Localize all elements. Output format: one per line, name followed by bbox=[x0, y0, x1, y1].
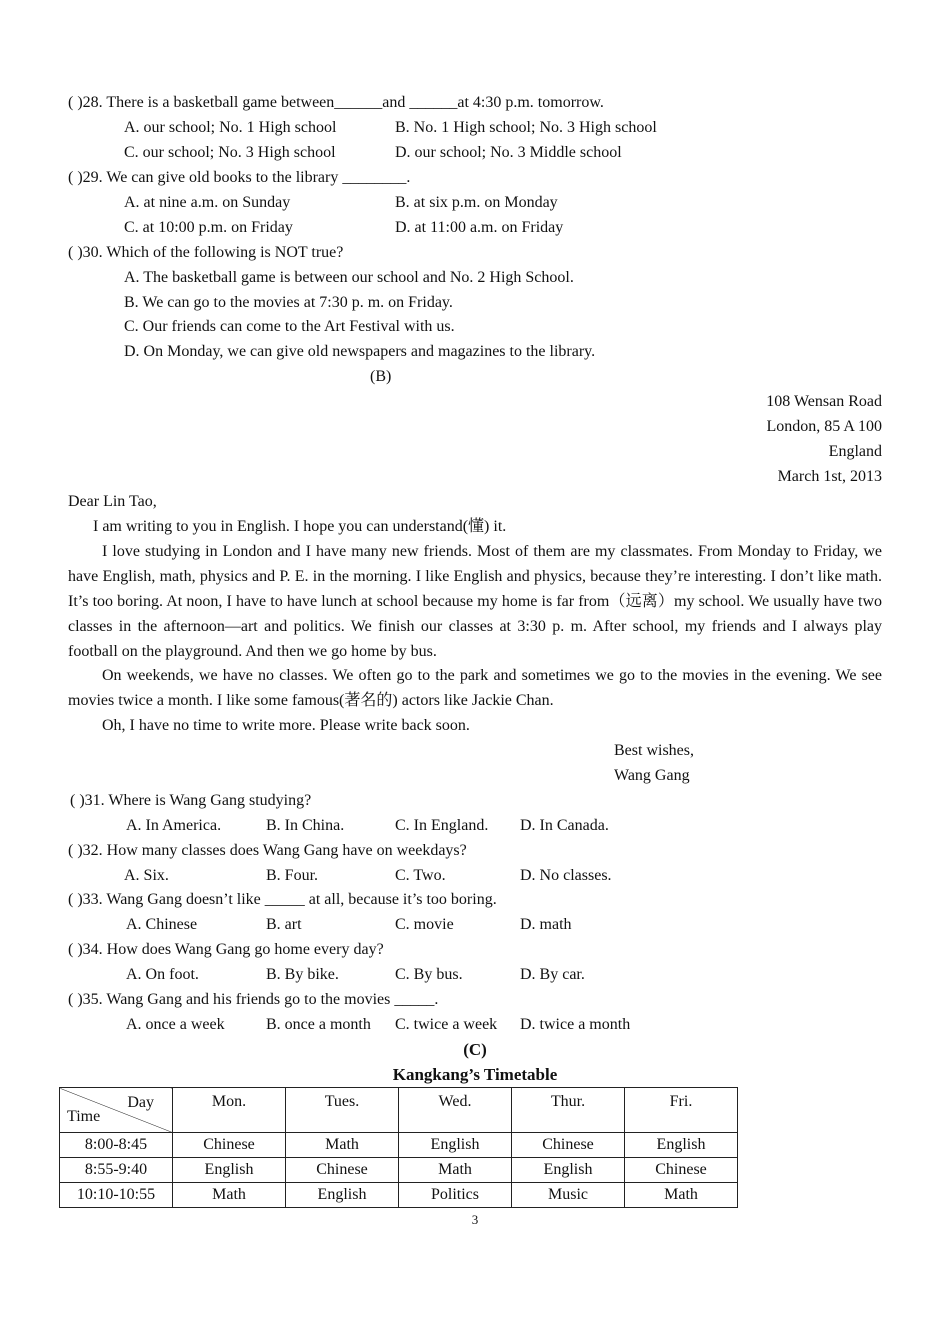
question-34-option-c: C. By bus. bbox=[395, 966, 463, 983]
question-32-option-c: C. Two. bbox=[395, 867, 446, 884]
question-33-option-a: A. Chinese bbox=[126, 916, 198, 933]
question-32-option-b: B. Four. bbox=[266, 867, 319, 884]
day-header-thur: Thur. bbox=[512, 1088, 625, 1133]
question-34-option-d: D. By car. bbox=[520, 966, 585, 983]
question-33-option-b: B. art bbox=[266, 916, 302, 933]
subject-cell: Math bbox=[625, 1183, 738, 1208]
question-28-option-d: D. our school; No. 3 Middle school bbox=[395, 144, 622, 161]
question-29-option-b: B. at six p.m. on Monday bbox=[395, 194, 558, 211]
day-header-tues: Tues. bbox=[286, 1088, 399, 1133]
time-cell: 8:55-9:40 bbox=[60, 1158, 173, 1183]
day-header-wed: Wed. bbox=[399, 1088, 512, 1133]
corner-day-label: Day bbox=[127, 1094, 154, 1111]
question-31-option-b: B. In China. bbox=[266, 817, 345, 834]
day-header-mon: Mon. bbox=[173, 1088, 286, 1133]
question-35-option-d: D. twice a month bbox=[520, 1016, 631, 1033]
question-34-option-b: B. By bike. bbox=[266, 966, 339, 983]
question-35-option-a: A. once a week bbox=[126, 1016, 225, 1033]
question-31-option-d: D. In Canada. bbox=[520, 817, 609, 834]
question-34-option-a: A. On foot. bbox=[126, 966, 199, 983]
subject-cell: English bbox=[399, 1133, 512, 1158]
question-35-option-c: C. twice a week bbox=[395, 1016, 498, 1033]
address-line-2: London, 85 A 100 bbox=[766, 418, 882, 435]
question-33-option-c: C. movie bbox=[395, 916, 454, 933]
letter-signature: Wang Gang bbox=[614, 767, 690, 784]
table-row bbox=[60, 1133, 738, 1158]
question-30-option-d: D. On Monday, we can give old newspapers and magazines to the library. bbox=[124, 343, 596, 360]
question-35-stem: ( )35. Wang Gang and his friends go to the movies _____. bbox=[68, 991, 439, 1008]
subject-cell: Chinese bbox=[625, 1158, 738, 1183]
question-29-option-c: C. at 10:00 p.m. on Friday bbox=[124, 219, 293, 236]
subject-cell: Chinese bbox=[173, 1133, 286, 1158]
subject-cell: Chinese bbox=[286, 1158, 399, 1183]
subject-cell: Math bbox=[173, 1183, 286, 1208]
timetable-header-row bbox=[60, 1088, 738, 1133]
page-number: 3 bbox=[471, 1212, 479, 1227]
question-29-option-d: D. at 11:00 a.m. on Friday bbox=[395, 219, 564, 236]
day-header-fri: Fri. bbox=[625, 1088, 738, 1133]
letter-paragraph-2: I love studying in London and I have many new friends. Most of them are my classmates. From Monday to Friday, we have English, math, physics and P. E. in the morning. I like English and physics, because they’re interesting. I don’t like math. It’s too boring. At noon, I have to have lunch at school because my home is far from（远离）my school. We usually have two classes in the afternoon—art and politics. We finish our classes at 3:30 p. m. After school, my friends and I always play football on the playground. And then we go home by bus. bbox=[68, 543, 882, 660]
address-line-1: 108 Wensan Road bbox=[766, 393, 882, 410]
question-32-option-a: A. Six. bbox=[124, 867, 169, 884]
subject-cell: Math bbox=[399, 1158, 512, 1183]
letter-salutation: Dear Lin Tao, bbox=[68, 493, 157, 510]
address-line-3: England bbox=[828, 443, 882, 460]
question-30-option-c: C. Our friends can come to the Art Festival with us. bbox=[124, 318, 455, 335]
subject-cell: Music bbox=[512, 1183, 625, 1208]
question-30-option-b: B. We can go to the movies at 7:30 p. m. on Friday. bbox=[124, 294, 453, 311]
letter-paragraph-3: On weekends, we have no classes. We often go to the park and sometimes we go to the movies in the evening. We see movies twice a month. I like some famous(著名的) actors like Jackie Chan. bbox=[68, 667, 882, 709]
question-28-option-b: B. No. 1 High school; No. 3 High school bbox=[395, 119, 657, 136]
letter-paragraph-1: I am writing to you in English. I hope you can understand(懂) it. bbox=[93, 518, 507, 535]
section-b-heading: (B) bbox=[370, 368, 392, 385]
letter-closing: Best wishes, bbox=[614, 742, 694, 759]
question-28-stem: ( )28. There is a basketball game between______and ______at 4:30 p.m. tomorrow. bbox=[68, 94, 604, 111]
time-cell: 10:10-10:55 bbox=[60, 1183, 173, 1208]
subject-cell: Math bbox=[286, 1133, 399, 1158]
subject-cell: Politics bbox=[399, 1183, 512, 1208]
letter-paragraph-4: Oh, I have no time to write more. Please write back soon. bbox=[102, 717, 470, 734]
subject-cell: English bbox=[173, 1158, 286, 1183]
subject-cell: English bbox=[625, 1133, 738, 1158]
section-c-heading: (C) bbox=[463, 1040, 487, 1059]
question-33-option-d: D. math bbox=[520, 916, 572, 933]
question-29-stem: ( )29. We can give old books to the library ________. bbox=[68, 169, 411, 186]
question-31-option-c: C. In England. bbox=[395, 817, 489, 834]
timetable-title: Kangkang’s Timetable bbox=[392, 1065, 558, 1084]
question-32-option-d: D. No classes. bbox=[520, 867, 612, 884]
question-33-stem: ( )33. Wang Gang doesn’t like _____ at all, because it’s too boring. bbox=[68, 891, 497, 908]
table-row bbox=[60, 1158, 738, 1183]
question-30-option-a: A. The basketball game is between our school and No. 2 High School. bbox=[124, 269, 574, 286]
question-35-option-b: B. once a month bbox=[266, 1016, 371, 1033]
subject-cell: English bbox=[512, 1158, 625, 1183]
time-cell: 8:00-8:45 bbox=[60, 1133, 173, 1158]
question-29-option-a: A. at nine a.m. on Sunday bbox=[124, 194, 291, 211]
corner-time-label: Time bbox=[67, 1108, 101, 1125]
letter-date: March 1st, 2013 bbox=[777, 468, 882, 485]
question-30-stem: ( )30. Which of the following is NOT true? bbox=[68, 244, 344, 261]
question-31-option-a: A. In America. bbox=[126, 817, 222, 834]
table-row bbox=[60, 1183, 738, 1208]
question-28-option-a: A. our school; No. 1 High school bbox=[124, 119, 337, 136]
subject-cell: Chinese bbox=[512, 1133, 625, 1158]
subject-cell: English bbox=[286, 1183, 399, 1208]
question-32-stem: ( )32. How many classes does Wang Gang have on weekdays? bbox=[68, 842, 467, 859]
question-28-option-c: C. our school; No. 3 High school bbox=[124, 144, 336, 161]
timetable bbox=[59, 1087, 738, 1208]
timetable-corner-cell bbox=[60, 1088, 173, 1133]
question-34-stem: ( )34. How does Wang Gang go home every day? bbox=[68, 941, 384, 958]
question-31-stem: ( )31. Where is Wang Gang studying? bbox=[70, 792, 312, 809]
